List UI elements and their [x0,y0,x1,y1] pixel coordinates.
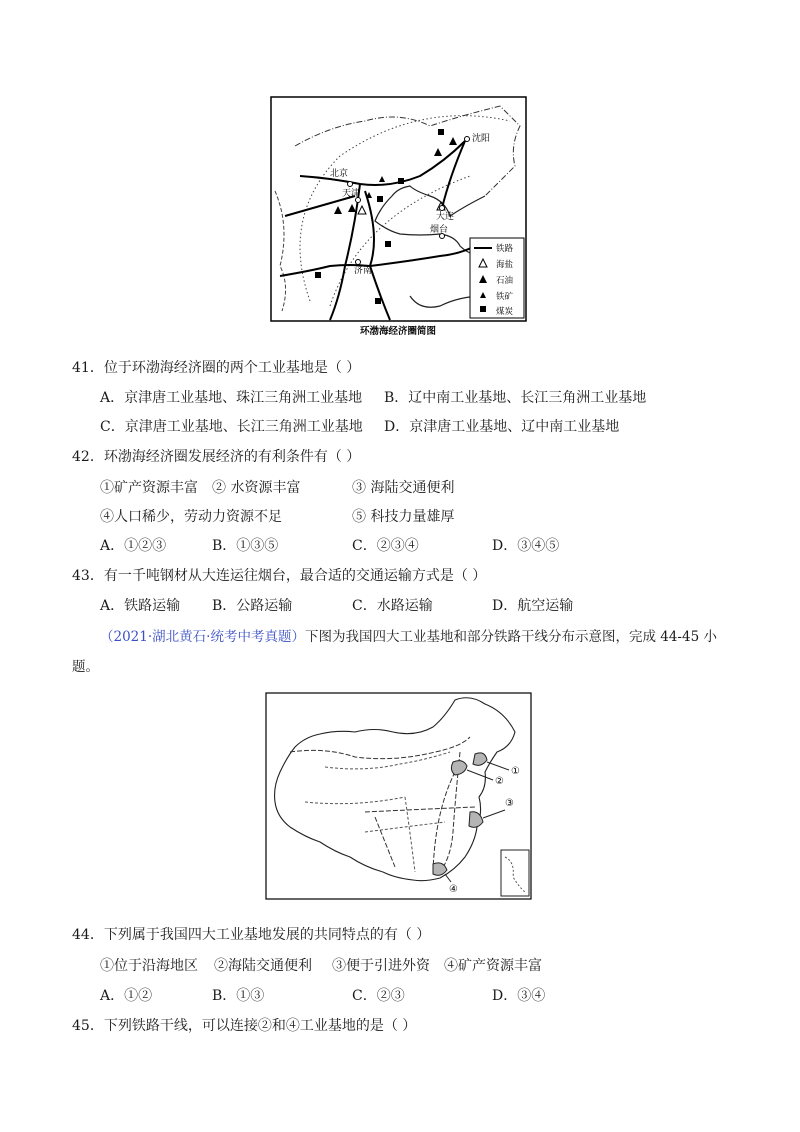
question-42-item: ④人口稀少，劳动力资源不足 [100,509,282,525]
question-42-option-a[interactable]: A．①②③ [100,538,167,554]
marker-3: ③ [505,798,514,809]
china-map-svg [265,692,532,900]
question-42-option-c[interactable]: C．②③④ [352,538,419,554]
question-41-option-a[interactable]: A．京津唐工业基地、珠江三角洲工业基地 [100,390,363,406]
question-41-option-c[interactable]: C．京津唐工业基地、长江三角洲工业基地 [100,419,363,435]
city-dot [348,182,353,187]
coal-icon [480,306,486,312]
question-45-stem: 45．下列铁路干线，可以连接②和④工业基地的是（ ） [72,1018,417,1034]
map-legend [470,238,524,318]
question-42-item: ③ 海陆交通便利 [352,480,455,496]
question-44-option-b[interactable]: B．①③ [212,988,265,1004]
question-44-item: ②海陆交通便利 [214,958,312,974]
legend-label: 煤炭 [496,307,514,317]
question-42-stem: 42．环渤海经济圈发展经济的有利条件有（ ） [72,449,361,465]
china-industrial-bases-map [265,692,532,900]
city-label-beijing: 北京 [330,169,349,179]
legend-label: 海盐 [496,260,514,270]
bohai-economic-rim-map [270,96,527,340]
coal-icon [377,196,383,202]
coal-icon [385,241,391,247]
marker-4: ④ [449,884,458,895]
question-41-stem: 41．位于环渤海经济圈的两个工业基地是（ ） [72,360,361,376]
question-41-option-d[interactable]: D．京津唐工业基地、辽中南工业基地 [384,419,620,435]
city-dot [465,137,470,142]
coal-icon [398,178,404,184]
city-label-tianjin: 天津 [342,189,361,199]
city-dot [440,206,445,211]
coal-icon [438,129,444,135]
question-44-option-a[interactable]: A．①② [100,988,153,1004]
question-42-item: ⑤ 科技力量雄厚 [352,509,455,525]
map-caption: 环渤海经济圈简图 [359,326,437,337]
question-42-option-d[interactable]: D．③④⑤ [492,538,560,554]
city-label-jinan: 济南 [354,266,373,276]
question-43-option-d[interactable]: D．航空运输 [492,598,574,614]
question-source: （2021·湖北黄石·统考中考真题） [100,629,305,645]
intro-line-1 [100,627,717,647]
legend-label: 铁路 [496,244,514,254]
intro-text: 下图为我国四大工业基地和部分铁路干线分布示意图，完成 44-45 小 [304,629,717,645]
question-43-option-a[interactable]: A．铁路运输 [100,598,181,614]
question-44-option-c[interactable]: C．②③ [352,988,405,1004]
marker-1: ① [511,766,520,777]
question-41-option-b[interactable]: B．辽中南工业基地、长江三角洲工业基地 [384,390,647,406]
question-42-item: ② 水资源丰富 [212,480,301,496]
legend-label: 铁矿 [496,292,514,302]
question-42-option-b[interactable]: B．①③⑤ [212,538,279,554]
question-43-option-b[interactable]: B．公路运输 [212,598,293,614]
bohai-map-svg [270,96,527,340]
question-44-item: ①位于沿海地区 [100,958,198,974]
city-dot [356,260,361,265]
question-42-item: ①矿产资源丰富 [100,480,198,496]
question-43-option-c[interactable]: C．水路运输 [352,598,433,614]
coal-icon [315,272,321,278]
question-44-stem: 44．下列属于我国四大工业基地发展的共同特点的有（ ） [72,927,431,943]
legend-label: 石油 [496,276,514,286]
coal-icon [375,298,381,304]
city-label-yantai: 烟台 [430,225,449,235]
marker-2: ② [495,776,504,787]
city-label-shenyang: 沈阳 [472,134,491,144]
city-label-dalian: 大连 [436,212,455,222]
question-43-stem: 43．有一千吨钢材从大连运往烟台，最合适的交通运输方式是（ ） [72,568,487,584]
question-44-item: ④矿产资源丰富 [444,958,542,974]
question-44-item: ③便于引进外资 [332,958,430,974]
intro-line-2: 题。 [72,659,99,675]
question-44-option-d[interactable]: D．③④ [492,988,546,1004]
